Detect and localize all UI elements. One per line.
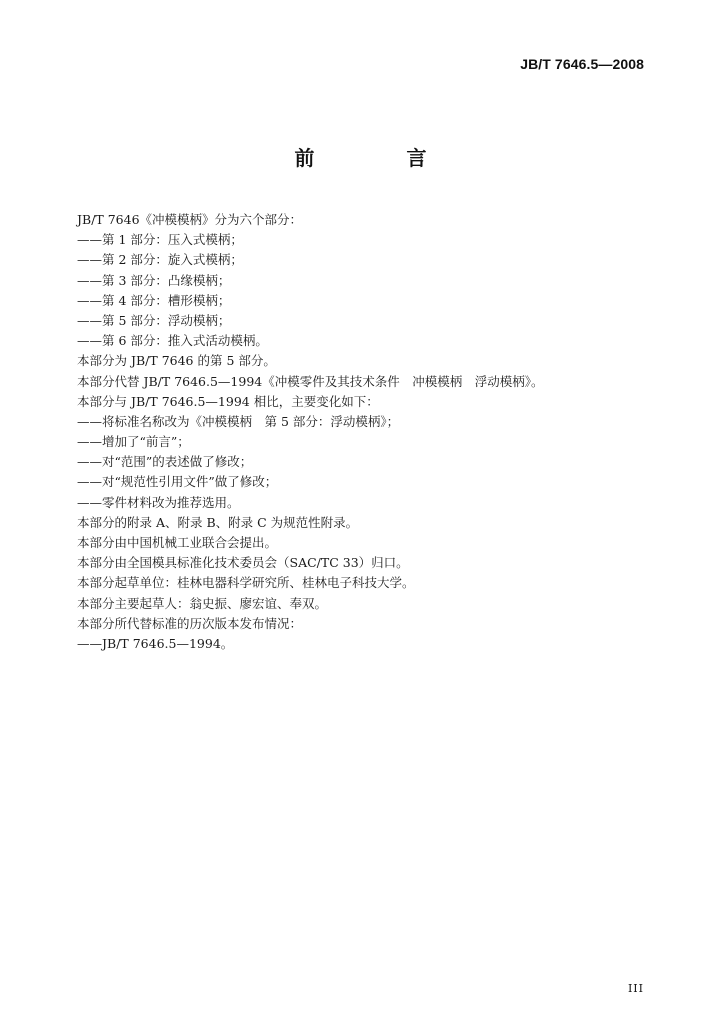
paragraph: 本部分代替 JB/T 7646.5—1994《冲模零件及其技术条件 冲模模柄 浮动模柄》。 (77, 373, 544, 389)
list-item: ——JB/T 7646.5—1994。 (77, 635, 234, 651)
list-item: ——第 3 部分：凸缘模柄； (77, 272, 231, 288)
list-item: ——将标准名称改为《冲模模柄 第 5 部分：浮动模柄》； (77, 413, 400, 429)
preface-body (77, 210, 647, 654)
paragraph: 本部分由全国模具标准化技术委员会（SAC/TC 33）归口。 (77, 555, 409, 571)
paragraph: JB/T 7646《冲模模柄》分为六个部分： (77, 212, 303, 227)
list-item: ——增加了“前言”； (77, 434, 190, 450)
page-number: III (627, 982, 644, 995)
list-item: ——第 4 部分：槽形模柄； (77, 292, 231, 308)
list-item: ——第 6 部分：推入式活动模柄。 (77, 333, 268, 349)
paragraph: 本部分起草单位：桂林电器科学研究所、桂林电子科技大学。 (77, 575, 415, 591)
paragraph: 本部分所代替标准的历次版本发布情况： (77, 615, 303, 631)
paragraph: 本部分主要起草人：翁史振、廖宏谊、奉双。 (77, 595, 328, 611)
list-item: ——对“范围”的表述做了修改； (77, 454, 253, 470)
paragraph: 本部分与 JB/T 7646.5—1994 相比，主要变化如下： (77, 393, 379, 409)
page-title: 前 言 (294, 146, 463, 170)
list-item: ——对“规范性引用文件”做了修改； (77, 474, 278, 490)
paragraph: 本部分为 JB/T 7646 的第 5 部分。 (77, 353, 276, 369)
list-item: ——第 1 部分：压入式模柄； (77, 232, 243, 248)
paragraph: 本部分由中国机械工业联合会提出。 (77, 535, 278, 550)
standard-code: JB/T 7646.5—2008 (520, 56, 644, 72)
list-item: ——第 5 部分：浮动模柄； (77, 312, 231, 328)
paragraph: 本部分的附录 A、附录 B、附录 C 为规范性附录。 (77, 514, 359, 530)
list-item: ——零件材料改为推荐选用。 (77, 494, 240, 510)
list-item: ——第 2 部分：旋入式模柄； (77, 252, 243, 268)
